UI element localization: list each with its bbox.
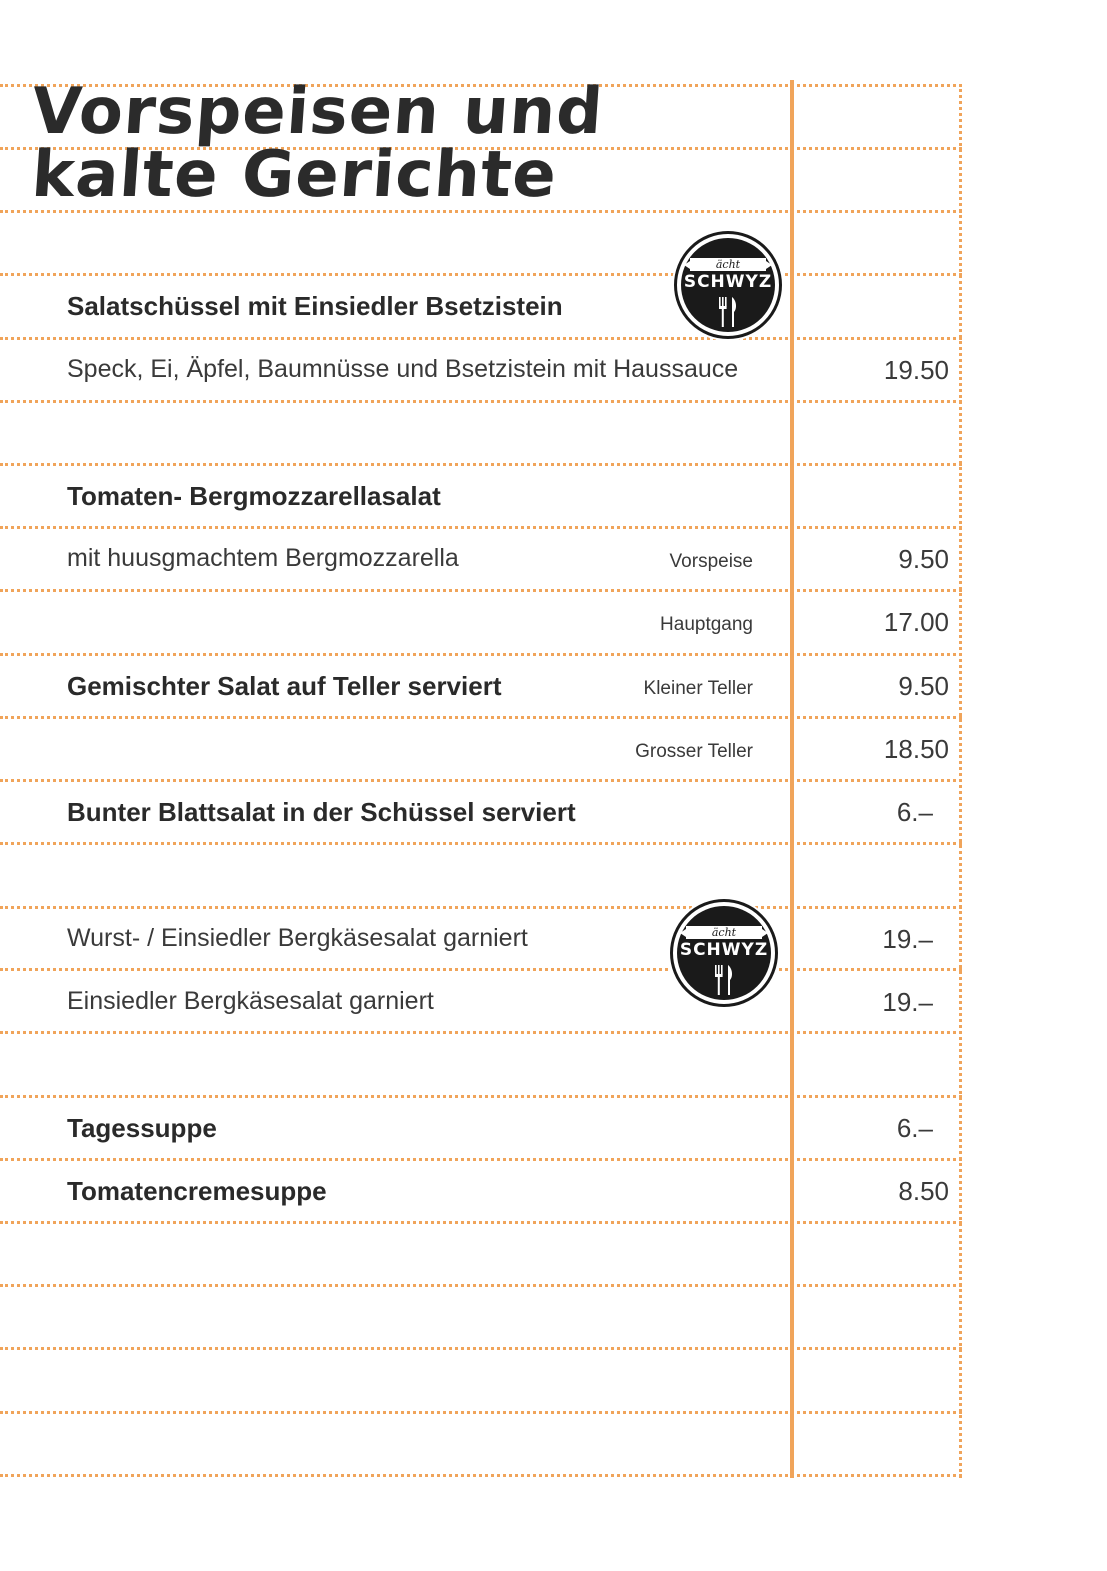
dish-name: Einsiedler Bergkäsesalat garniert <box>67 987 434 1015</box>
right-border <box>959 84 962 1478</box>
ruled-line <box>0 1347 962 1350</box>
price: 6.– <box>896 1113 933 1143</box>
price: 9.50 <box>898 544 949 574</box>
ruled-line <box>0 906 962 909</box>
ruled-line <box>0 1411 962 1414</box>
badge-name: SCHWYZ <box>679 940 769 960</box>
dish-name: Tagessuppe <box>67 1113 217 1143</box>
aecht-schwyz-badge <box>668 897 780 1009</box>
dish-name: Tomatencremesuppe <box>67 1176 327 1206</box>
badge-ribbon: ächt <box>690 258 766 271</box>
dish-name: Tomaten- Bergmozzarellasalat <box>67 481 441 511</box>
badge-ribbon: ächt <box>686 926 762 939</box>
price: 18.50 <box>883 734 949 764</box>
portion-label: Vorspeise <box>669 551 753 572</box>
column-divider <box>790 80 794 1478</box>
dish-name: Bunter Blattsalat in der Schüssel serviert <box>67 797 576 827</box>
price: 19.– <box>882 924 933 954</box>
ruled-line <box>0 1474 962 1477</box>
ruled-line <box>0 273 962 276</box>
portion-label: Hauptgang <box>660 614 753 635</box>
price: 17.00 <box>883 607 949 637</box>
dish-description: Speck, Ei, Äpfel, Baumnüsse und Bsetzistein mit Haussauce <box>67 355 739 383</box>
portion-label: Kleiner Teller <box>643 678 753 699</box>
ruled-line <box>0 1221 962 1224</box>
ruled-line <box>0 716 962 719</box>
dish-name: Wurst- / Einsiedler Bergkäsesalat garniert <box>67 924 528 952</box>
ruled-line <box>0 1031 962 1034</box>
aecht-schwyz-badge <box>672 229 784 341</box>
ruled-line <box>0 1284 962 1287</box>
ruled-line <box>0 589 962 592</box>
ruled-line <box>0 526 962 529</box>
dish-description: mit huusgmachtem Bergmozzarella <box>67 544 459 572</box>
price: 19.50 <box>883 355 949 385</box>
page-title-line-2: kalte Gerichte <box>29 138 560 212</box>
ruled-line <box>0 842 962 845</box>
cutlery-icon <box>712 965 736 995</box>
ruled-line <box>0 337 962 340</box>
price: 9.50 <box>898 671 949 701</box>
price: 8.50 <box>898 1176 949 1206</box>
ruled-line <box>0 653 962 656</box>
cutlery-icon <box>716 297 740 327</box>
ruled-line <box>0 779 962 782</box>
price: 19.– <box>882 987 933 1017</box>
price: 6.– <box>896 797 933 827</box>
ruled-line <box>0 400 962 403</box>
portion-label: Grosser Teller <box>635 741 753 762</box>
ruled-line <box>0 968 962 971</box>
page-title-line-1: Vorspeisen und <box>29 75 606 149</box>
ruled-line <box>0 463 962 466</box>
ruled-line <box>0 1158 962 1161</box>
dish-name: Salatschüssel mit Einsiedler Bsetzistein <box>67 291 563 321</box>
ruled-line <box>0 1095 962 1098</box>
dish-name: Gemischter Salat auf Teller serviert <box>67 671 502 701</box>
badge-name: SCHWYZ <box>683 272 773 292</box>
